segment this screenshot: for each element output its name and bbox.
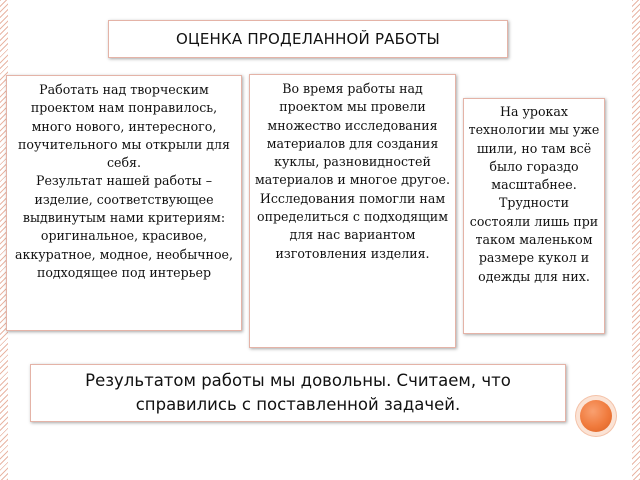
difficulties-text: На уроках технологии мы уже шили, но там всё было гораздо масштабнее. Трудности состояли лишь при таком маленьком размере кукол и одежды для них. [468, 104, 600, 284]
conclusion-text: Результатом работы мы довольны. Считаем, что справились с поставленной задачей. [85, 371, 511, 414]
slide-title [108, 20, 508, 58]
difficulties-box [463, 98, 605, 334]
right-decorative-border [632, 0, 640, 480]
impressions-paragraph-1: Работать над творческим проектом нам понравилось, много нового, интересного, поучительного мы открыли для себя. [18, 82, 230, 171]
research-box [249, 74, 456, 348]
orange-circle-decoration-icon [580, 400, 612, 432]
conclusion-box [30, 364, 566, 422]
slide-title-text: ОЦЕНКА ПРОДЕЛАННОЙ РАБОТЫ [176, 30, 440, 48]
impressions-paragraph-2: Результат нашей работы – изделие, соответствующее выдвинутым нами критериям: оригинальное, красивое, аккуратное, модное, необычное, подходящее под интерьер [15, 173, 233, 280]
impressions-box [6, 75, 242, 331]
research-text: Во время работы над проектом мы провели множество исследования материалов для создания куклы, разновидностей материалов и многое другое. Исследования помогли нам определиться с подходящим для нас вариантом изготовления изделия. [254, 81, 451, 261]
